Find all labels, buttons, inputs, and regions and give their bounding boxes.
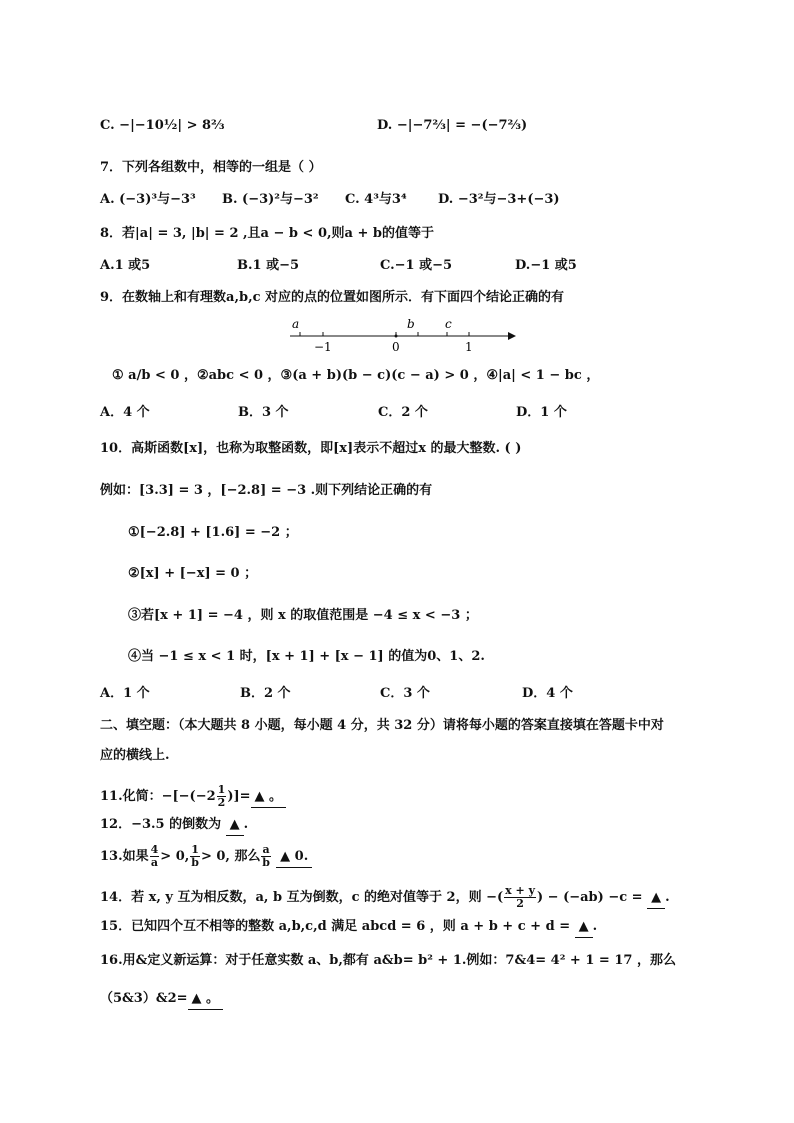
q11-numerator: 1 xyxy=(217,783,226,796)
q13-line xyxy=(100,844,312,869)
q14-answer-blank[interactable]: ▲ xyxy=(647,888,665,909)
q11-prefix: 11.化简：−[−(−2 xyxy=(100,789,216,804)
q12-line xyxy=(100,815,248,836)
q10-option-b: B．2 个 xyxy=(240,686,291,701)
q13-fraction-1 xyxy=(150,844,160,869)
q14-line xyxy=(100,885,670,910)
q6-option-c: C. −|−10½| > 8⅔ xyxy=(100,118,225,133)
q13-fraction-2 xyxy=(190,844,200,869)
q12-answer-blank[interactable]: ▲ xyxy=(226,815,244,836)
label-one: 1 xyxy=(465,340,473,354)
q13-mid2: > 0, 那么 xyxy=(200,849,261,864)
q13-f3-num: a xyxy=(262,843,270,856)
q16-line2 xyxy=(100,989,223,1010)
section2-instructions-line1: 二、填空题：（本大题共 8 小题，每小题 4 分，共 32 分）请将每小题的答案直接填在答题卡中对 xyxy=(100,718,664,733)
q8-option-d: D.−1 或5 xyxy=(515,258,577,273)
q7-option-d: D. −3²与−3+(−3) xyxy=(438,192,560,207)
q10-statement-3: ③若[x + 1] = −4 ，则 x 的取值范围是 −4 ≤ x < −3 ； xyxy=(128,608,478,623)
q10-stem: 10．高斯函数[x]，也称为取整函数，即[x]表示不超过x 的最大整数. ( ) xyxy=(100,441,522,456)
number-line-arrow xyxy=(508,332,516,340)
q14-prefix: 14．若 x, y 互为相反数，a, b 互为倒数，c 的绝对值等于 2，则 −( xyxy=(100,890,504,905)
q14-denominator: 2 xyxy=(516,897,524,910)
q15-line xyxy=(100,917,597,938)
q13-f3-den: b xyxy=(262,856,270,869)
origin-dot xyxy=(395,335,398,338)
q10-option-a: A．1 个 xyxy=(100,686,150,701)
q13-fraction-3 xyxy=(261,844,270,869)
q6-option-d: D. −|−7⅔| = −(−7⅔) xyxy=(377,118,528,133)
q10-statement-2: ②[x] + [−x] = 0 ； xyxy=(128,566,258,581)
q7-option-a: A. (−3)³与−3³ xyxy=(100,192,196,207)
q14-fraction xyxy=(504,885,536,910)
q9-stem: 9．在数轴上和有理数a,b,c 对应的点的位置如图所示．有下面四个结论正确的有 xyxy=(100,290,565,305)
q16-line1: 16.用&定义新运算：对于任意实数 a、b,都有 a&b= b² + 1.例如：7&4= 4² + 1 = 17 ，那么 xyxy=(100,953,676,968)
q11-suffix: )]= xyxy=(227,789,251,804)
q10-option-d: D．4 个 xyxy=(522,686,573,701)
q13-f2-den: b xyxy=(191,856,199,869)
section2-instructions-line2: 应的横线上. xyxy=(100,748,170,763)
q8-option-b: B.1 或−5 xyxy=(237,258,300,273)
label-a: a xyxy=(292,317,300,331)
q10-option-c: C．3 个 xyxy=(380,686,430,701)
q14-suffix: ) − (−ab) −c = xyxy=(537,890,643,905)
q10-example: 例如：[3.3] = 3 ，[−2.8] = −3 .则下列结论正确的有 xyxy=(100,483,433,498)
q13-f1-den: a xyxy=(150,856,159,869)
q9-option-a: A．4 个 xyxy=(100,405,150,420)
q11-fraction xyxy=(217,784,227,809)
q14-end: . xyxy=(665,890,670,905)
q9-option-d: D．1 个 xyxy=(516,405,567,420)
q16-prefix: （5&3）&2= xyxy=(100,991,188,1006)
label-c: c xyxy=(445,317,452,331)
q10-statement-4: ④当 −1 ≤ x < 1 时，[x + 1] + [x − 1] 的值为0、1、2. xyxy=(128,649,485,664)
q12-prefix: 12．−3.5 的倒数为 xyxy=(100,817,222,832)
q15-end: . xyxy=(592,919,598,934)
q8-option-c: C.−1 或−5 xyxy=(380,258,453,273)
q9-statements: ① a/b < 0 ，②abc < 0 ，③(a + b)(b − c)(c − a) > 0 ，④|a| < 1 − bc ， xyxy=(112,368,600,383)
q8-option-a: A.1 或5 xyxy=(100,258,151,273)
q12-suffix: . xyxy=(243,817,249,832)
q13-f2-num: 1 xyxy=(191,843,199,856)
q11-denominator: 2 xyxy=(217,796,226,809)
number-line-figure xyxy=(280,314,520,356)
q8-stem: 8．若|a| = 3, |b| = 2 ,且a − b < 0,则a + b的值等于 xyxy=(100,226,434,241)
q9-option-b: B．3 个 xyxy=(238,405,289,420)
q7-option-b: B. (−3)²与−3² xyxy=(222,192,319,207)
q15-prefix: 15．已知四个互不相等的整数 a,b,c,d 满足 abcd = 6 ，则 a + b + c + d = xyxy=(100,919,571,934)
q14-numerator: x + y xyxy=(505,884,535,897)
label-b: b xyxy=(407,317,415,331)
q13-mid1: > 0, xyxy=(160,849,190,864)
q10-statement-1: ①[−2.8] + [1.6] = −2 ； xyxy=(128,525,298,540)
q9-option-c: C．2 个 xyxy=(378,405,428,420)
q15-answer-blank[interactable]: ▲ xyxy=(575,917,593,938)
q7-stem: 7．下列各组数中，相等的一组是（ ） xyxy=(100,160,322,175)
q7-option-c: C. 4³与3⁴ xyxy=(345,192,407,207)
q16-answer-blank[interactable]: ▲ 。 xyxy=(188,989,224,1010)
q13-prefix: 13.如果 xyxy=(100,849,149,864)
q13-f1-num: 4 xyxy=(150,843,159,856)
label-zero: 0 xyxy=(392,340,400,354)
label-minus-one: −1 xyxy=(314,340,332,354)
q13-answer-blank[interactable]: ▲ 0. xyxy=(276,847,312,868)
q11-line xyxy=(100,784,286,809)
q11-answer-blank[interactable]: ▲ 。 xyxy=(251,787,287,808)
